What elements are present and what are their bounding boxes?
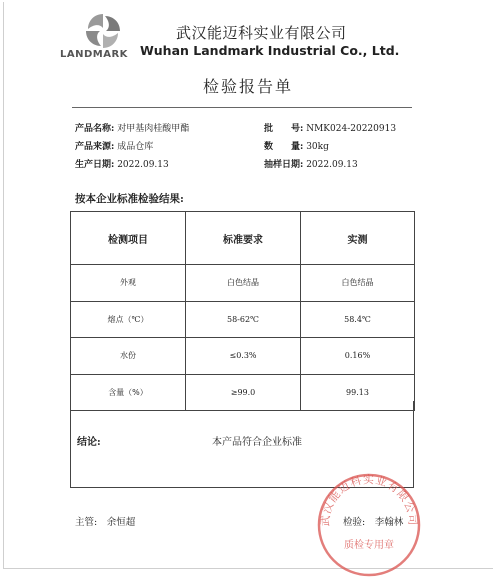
product-source-value: 成品仓库 — [117, 142, 154, 152]
table-cell: 水份 — [71, 338, 186, 375]
table-cell: 99.13 — [301, 374, 415, 411]
svg-text:武汉能迈科实业有限公司 — [318, 473, 420, 527]
landmark-logo-icon — [84, 12, 122, 50]
stamp-center-text: 质检专用章 — [344, 540, 394, 551]
batch-number-field — [264, 121, 396, 134]
table-cell: 熔点（℃） — [71, 301, 186, 338]
quantity-label: 数 量: — [264, 142, 304, 152]
table-cell: 外观 — [71, 265, 186, 302]
batch-number-value: NMK024-20220913 — [306, 124, 397, 134]
table-cell: ≤0.3% — [186, 338, 301, 375]
table-cell: 0.16% — [301, 338, 415, 375]
logo-wordmark: LANDMARK — [60, 49, 128, 60]
batch-number-label: 批 号: — [264, 124, 304, 134]
sampling-date-field — [264, 157, 358, 170]
table-cell: 58.4℃ — [301, 301, 415, 338]
production-date-label: 生产日期: — [75, 160, 115, 170]
product-name-value: 对甲基肉桂酸甲酯 — [117, 124, 190, 134]
product-source-label: 产品来源: — [75, 142, 115, 152]
table-row — [71, 265, 415, 302]
quality-inspection-stamp — [314, 470, 424, 580]
product-name-label: 产品名称: — [75, 124, 115, 134]
header-measured: 实测 — [301, 212, 415, 265]
conclusion-label: 结论: — [77, 437, 101, 448]
table-cell: 含量（%） — [71, 374, 186, 411]
section-title: 按本企业标准检验结果: — [75, 193, 184, 205]
stamp-ring-text: 武汉能迈科实业有限公司 — [318, 473, 420, 527]
header-standard: 标准要求 — [186, 212, 301, 265]
quantity-field — [264, 139, 329, 152]
table-cell: 白色结晶 — [186, 265, 301, 302]
conclusion-text: 本产品符合企业标准 — [212, 437, 302, 448]
table-cell: 58-62℃ — [186, 301, 301, 338]
production-date-value: 2022.09.13 — [117, 160, 169, 170]
results-table — [70, 211, 415, 411]
sampling-date-label: 抽样日期: — [264, 160, 304, 170]
document-title: 检验报告单 — [202, 77, 293, 96]
header-test-item: 检测项目 — [71, 212, 186, 265]
company-name-english: Wuhan Landmark Industrial Co., Ltd. — [140, 43, 400, 58]
table-header-row — [71, 212, 415, 265]
inspector-signature: 检验: 李翰林 — [343, 517, 404, 528]
supervisor-signature: 主管: 余恒超 — [75, 517, 136, 528]
table-row — [71, 338, 415, 375]
table-cell: ≥99.0 — [186, 374, 301, 411]
company-name-chinese: 武汉能迈科实业有限公司 — [176, 24, 347, 42]
quantity-value: 30kg — [306, 142, 329, 152]
product-source-field — [75, 139, 153, 152]
table-cell: 白色结晶 — [301, 265, 415, 302]
header-divider — [72, 107, 412, 108]
production-date-field — [75, 157, 169, 170]
table-row — [71, 301, 415, 338]
product-name-field — [75, 121, 189, 134]
sampling-date-value: 2022.09.13 — [306, 160, 358, 170]
